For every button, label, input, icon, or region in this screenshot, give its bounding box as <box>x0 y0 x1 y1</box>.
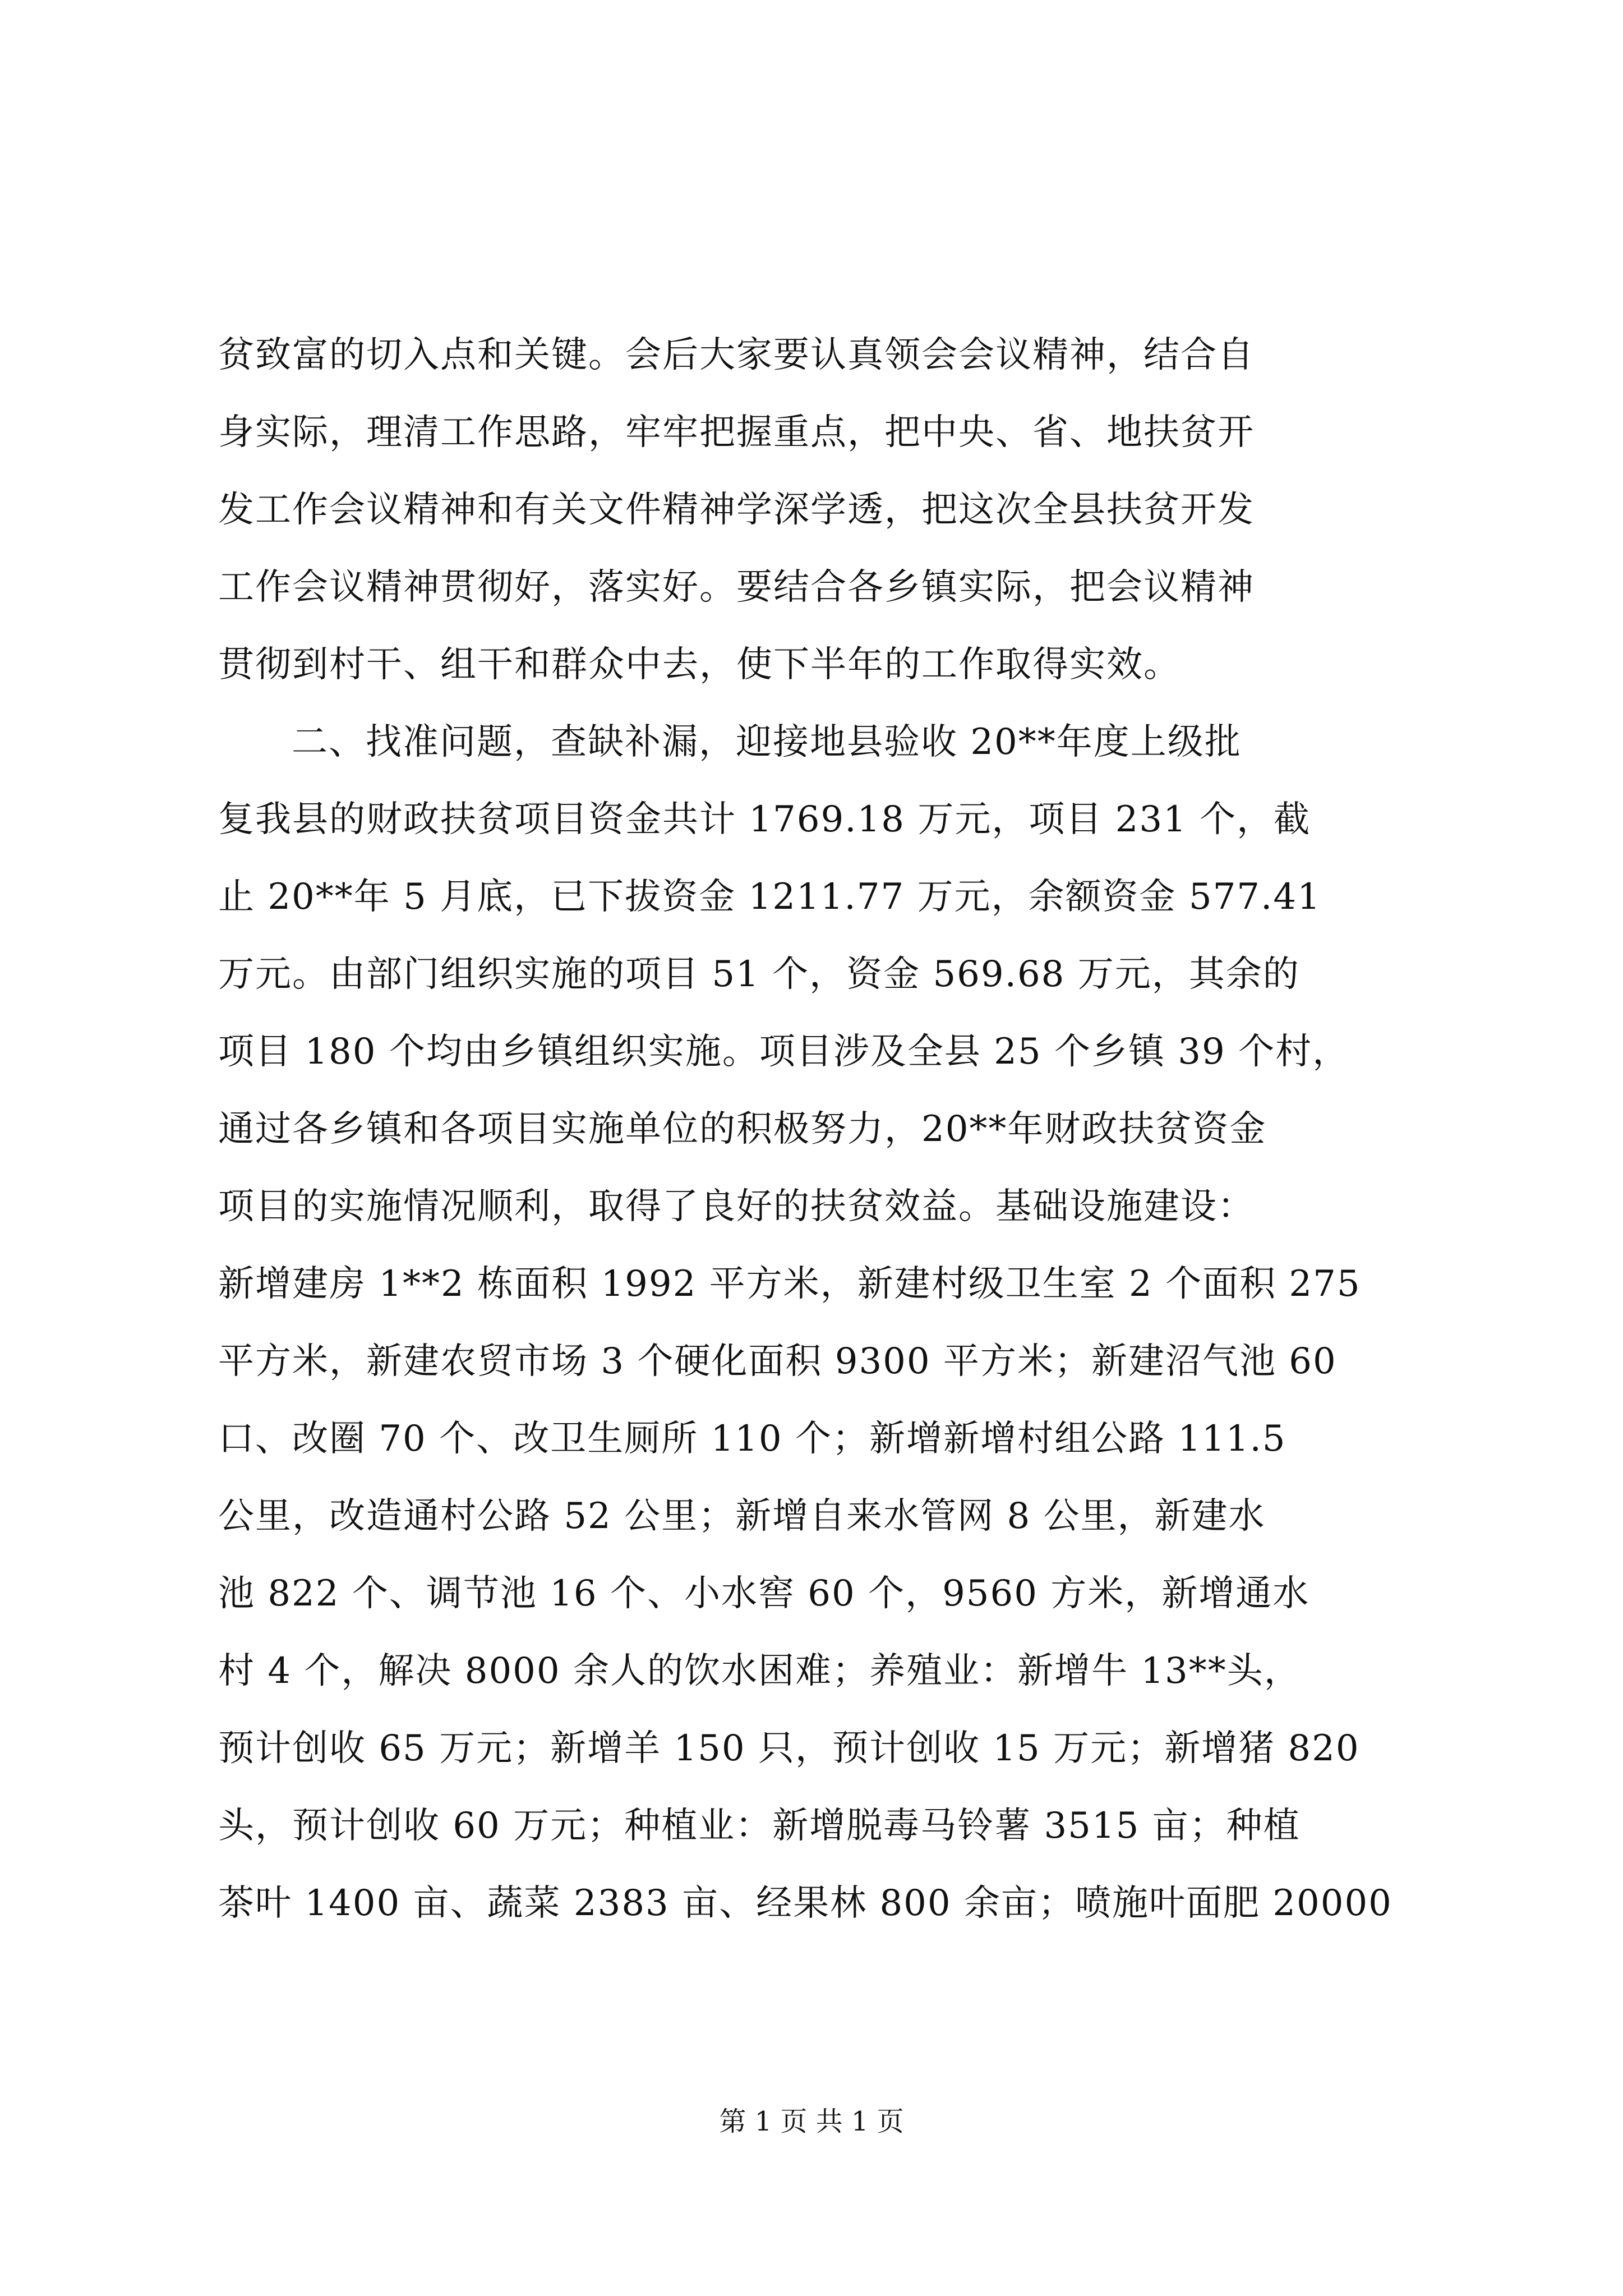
body-line: 茶叶 1400 亩、蔬菜 2383 亩、经果林 800 余亩；喷施叶面肥 20000 <box>218 1883 1393 1924</box>
body-line: 发工作会议精神和有关文件精神学深学透，把这次全县扶贫开发 <box>218 489 1255 531</box>
body-line: 平方米，新建农贸市场 3 个硬化面积 9300 平方米；新建沼气池 60 <box>218 1341 1337 1382</box>
body-line: 通过各乡镇和各项目实施单位的积极努力，20**年财政扶贫资金 <box>218 1108 1267 1150</box>
body-line: 贫致富的切入点和关键。会后大家要认真领会会议精神，结合自 <box>218 334 1255 376</box>
body-line: 项目的实施情况顺利，取得了良好的扶贫效益。基础设施建设： <box>218 1186 1255 1227</box>
body-line: 头，预计创收 60 万元；种植业：新增脱毒马铃薯 3515 亩；种植 <box>218 1805 1301 1847</box>
page-number-footer: 第 1 页 共 1 页 <box>719 2106 904 2137</box>
body-line: 贯彻到村干、组干和群众中去，使下半年的工作取得实效。 <box>218 644 1181 685</box>
body-line: 预计创收 65 万元；新增羊 150 只，预计创收 15 万元；新增猪 820 <box>218 1728 1360 1769</box>
body-line: 口、改圈 70 个、改卫生厕所 110 个；新增新增村组公路 111.5 <box>218 1418 1287 1460</box>
body-line: 公里，改造通村公路 52 公里；新增自来水管网 8 公里，新建水 <box>218 1496 1266 1537</box>
section-heading-line: 二、找准问题，查缺补漏，迎接地县验收 20**年度上级批 <box>292 721 1242 763</box>
body-line: 村 4 个，解决 8000 余人的饮水困难；养殖业：新增牛 13**头， <box>218 1650 1301 1692</box>
body-line: 身实际，理清工作思路，牢牢把握重点，把中央、省、地扶贫开 <box>218 412 1255 453</box>
body-line: 止 20**年 5 月底，已下拔资金 1211.77 万元，余额资金 577.41 <box>218 876 1321 918</box>
body-line: 复我县的财政扶贫项目资金共计 1769.18 万元，项目 231 个，截 <box>218 799 1311 840</box>
body-line: 项目 180 个均由乡镇组织实施。项目涉及全县 25 个乡镇 39 个村， <box>218 1031 1350 1073</box>
body-line: 新增建房 1**2 栋面积 1992 平方米，新建村级卫生室 2 个面积 275 <box>218 1263 1361 1305</box>
body-line: 万元。由部门组织实施的项目 51 个，资金 569.68 万元，其余的 <box>218 954 1300 995</box>
body-line: 池 822 个、调节池 16 个、小水窖 60 个，9560 方米，新增通水 <box>218 1573 1310 1614</box>
body-line: 工作会议精神贯彻好，落实好。要结合各乡镇实际，把会议精神 <box>218 567 1255 608</box>
